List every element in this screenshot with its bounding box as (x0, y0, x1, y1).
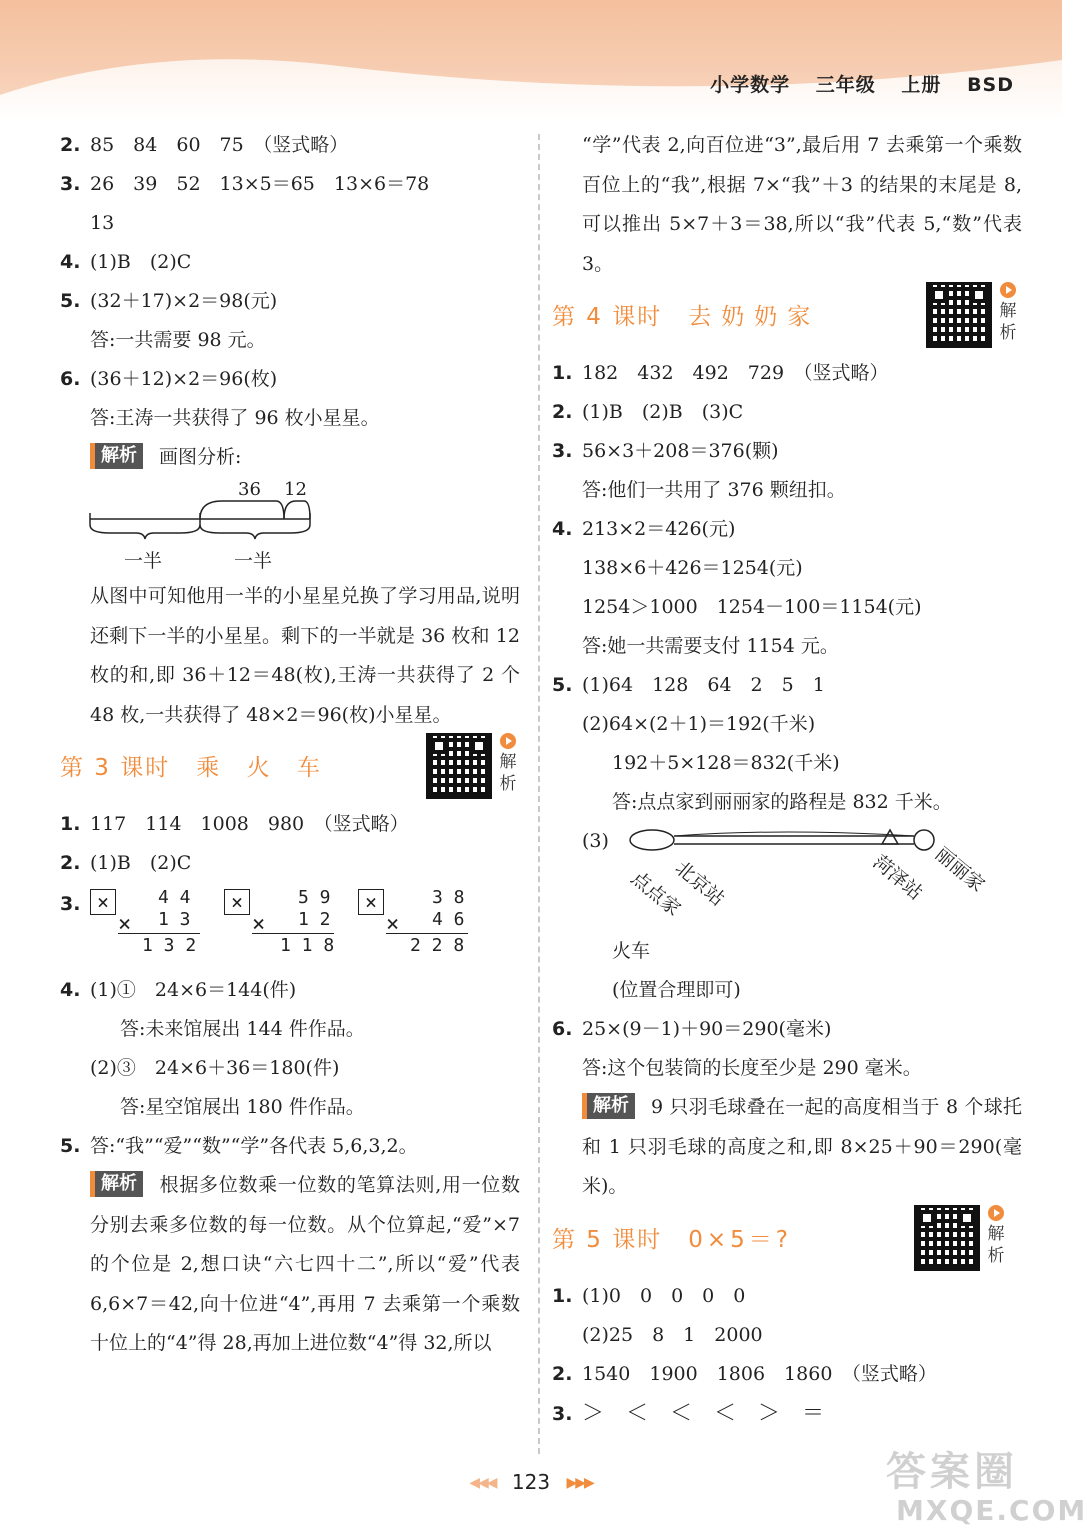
route-d: 丽丽家 (930, 842, 989, 897)
analysis-tag: 解析 (582, 1093, 635, 1119)
lesson-4-answer-3-reply: 答:他们一共用了 376 颗纽扣。 (582, 479, 846, 501)
answer-4: 4. (1)B (2)C (60, 251, 192, 273)
lesson-4-answer-6: 6. 25×(9－1)＋90＝290(毫米) (552, 1018, 832, 1040)
analysis-1-head: 解析 画图分析: (60, 438, 520, 477)
header-grade: 三年级 (815, 74, 876, 96)
lesson-3-answer-3: 3. × 4 4 × 1 3 1 3 2 × 5 9 × 1 2 1 1 8 × 3 8 × 4 6 2 2 8 (60, 885, 520, 971)
answer-6: 6. (36＋12)×2＝96(枚) (60, 368, 278, 390)
wrong-mark-icon: × (90, 889, 116, 915)
header-edition: BSD (967, 74, 1014, 96)
diagram-label-12: 12 (284, 479, 307, 500)
lesson-4-header (552, 288, 1022, 348)
lesson-4-answer-6-reply: 答:这个包装筒的长度至少是 290 毫米。 (582, 1057, 922, 1079)
route-diagram: (3) 点点家 北京站 菏泽站 丽丽家 (552, 822, 1022, 932)
answer-5: 5. (32＋17)×2＝98(元) (60, 290, 278, 312)
lesson-4-answer-4: 4. 213×2＝426(元) (552, 518, 736, 540)
lesson-3-answer-1: 1. 117 114 1008 980 （竖式略） (60, 813, 409, 835)
qr-analysis-label: 解析 (496, 733, 520, 795)
answer-3-cont: 13 (90, 212, 115, 234)
lesson-3-title: 第 3 课时 乘 火 车 (60, 755, 330, 781)
lesson-5-answer-3: 3. ＞ ＜ ＜ ＜ ＞ ＝ (552, 1400, 825, 1426)
lesson-3-analysis: 解析 根据多位数乘一位数的笔算法则,用一位数分别去乘多位数的每一位数。从个位算起,“爱”×7 的个位是 2,想口诀“六七四十二”,所以“爱”代表 6,6×7＝42,向十位进“4”,再用 7 去乘第一个乘数十位上的“4”得 28,再加上进位数“4”得 32,所以 (90, 1173, 520, 1354)
segment-diagram (60, 477, 520, 577)
route-c: 菏泽站 (868, 850, 927, 905)
lesson-4-answer-3: 3. 56×3＋208＝376(颗) (552, 440, 779, 462)
answer-3: 3. 26 39 52 13×5＝65 13×6＝78 (60, 173, 430, 195)
lesson-3-answer-4-reply-2: 答:星空馆展出 180 件作品。 (120, 1096, 365, 1118)
lesson-4-answer-1: 1. 182 432 492 729 （竖式略） (552, 362, 889, 384)
lesson-5-answer-2: 2. 1540 1900 1806 1860 （竖式略） (552, 1362, 937, 1385)
lesson-3-answer-2: 2. (1)B (2)C (60, 852, 192, 874)
play-icon (988, 1205, 1004, 1221)
right-column (552, 126, 1022, 1433)
lesson-3-header (60, 739, 520, 799)
lesson-4-note: (位置合理即可) (612, 979, 741, 1001)
lesson-3-answer-4: 4. (1)① 24×6＝144(件) (60, 979, 297, 1001)
header-wave (0, 0, 1062, 120)
header-volume: 上册 (901, 74, 942, 96)
lesson-4-answer-4-reply: 答:她一共需要支付 1154 元。 (582, 635, 839, 657)
analysis-1-text: 从图中可知他用一半的小星星兑换了学习用品,说明还剩下一半的小星星。剩下的一半就是 36 枚和 12 枚的和,即 36＋12＝48(枚),王涛一共获得了 2 个 48 枚,一共获得了 48×2＝96(枚)小星星。 (90, 585, 520, 726)
answer-6-reply: 答:王涛一共获得了 96 枚小星星。 (90, 407, 380, 429)
lesson-4-answer-2: 2. (1)B (2)B (3)C (552, 401, 744, 423)
lesson-3-answer-5: 5. 答:“我”“爱”“数”“学”各代表 5,6,3,2。 (60, 1135, 418, 1157)
lesson-4-answer-5-reply: 答:点点家到丽丽家的路程是 832 千米。 (612, 791, 952, 813)
route-map (582, 822, 1022, 932)
header-label (692, 70, 1014, 97)
lesson-4-answer-4-line-3: 1254＞1000 1254－100＝1154(元) (582, 596, 922, 618)
page-number: 123 (511, 1470, 551, 1494)
lesson-4-answer-5-part-2: (2)64×(2＋1)＝192(千米) (582, 713, 816, 735)
wrong-mark-icon: × (358, 889, 384, 915)
lesson-4-answer-5-part-2b: 192＋5×128＝832(千米) (612, 752, 840, 774)
lesson-3-answer-4-part-2: (2)③ 24×6＋36＝180(件) (90, 1057, 340, 1079)
qr-analysis-label: 解析 (996, 282, 1020, 344)
calc-3: × 3 8 × 4 6 2 2 8 (358, 885, 488, 965)
route-a: 点点家 (626, 866, 685, 921)
column-divider (538, 134, 540, 1454)
qr-code-icon[interactable] (426, 733, 492, 799)
lesson-4-answer-4-line-2: 138×6＋426＝1254(元) (582, 557, 803, 579)
diagram-half-2: 一半 (234, 550, 273, 572)
qr-code-icon[interactable] (926, 282, 992, 348)
play-icon (1000, 282, 1016, 298)
qr-code-icon[interactable] (914, 1205, 980, 1271)
qr-analysis-label: 解析 (984, 1205, 1008, 1267)
analysis-tag: 解析 (90, 1171, 143, 1197)
calc-1: × 4 4 × 1 3 1 3 2 (90, 885, 220, 965)
prev-arrows-icon: ◀◀◀ (469, 1475, 496, 1491)
answer-5-reply: 答:一共需要 98 元。 (90, 329, 266, 351)
lesson-4-analysis: 解析 9 只羽毛球叠在一起的高度相当于 8 个球托和 1 只羽毛球的高度之和,即 8×25＋90＝290(毫米)。 (582, 1095, 1022, 1197)
route-b: 北京站 (670, 856, 729, 911)
lesson-3-analysis-cont: “学”代表 2,向百位进“3”,最后用 7 去乘第一个乘数百位上的“我”,根据 7×“我”＋3 的结果的末尾是 8,可以推出 5×7＋3＝38,所以“我”代表 5,“数”代表 3。 (582, 134, 1022, 275)
line-diagram (60, 477, 520, 577)
lesson-4-vehicle: 火车 (612, 940, 651, 962)
diagram-half-1: 一半 (124, 550, 163, 572)
header-subject: 小学数学 (710, 74, 791, 96)
lesson-4-answer-5: 5. (1)64 128 64 2 5 1 (552, 674, 825, 696)
lesson-5-answer-1: 1. (1)0 0 0 0 0 (552, 1284, 746, 1307)
lesson-3-answer-4-reply-1: 答:未来馆展出 144 件作品。 (120, 1018, 365, 1040)
wrong-mark-icon: × (224, 889, 250, 915)
lesson-5-header (552, 1211, 1022, 1271)
answer-2: 2. 85 84 60 75 （竖式略） (60, 134, 349, 156)
lesson-5-title: 第 5 课时 0×5＝? (552, 1226, 793, 1253)
calc-2: × 5 9 × 1 2 1 1 8 (224, 885, 354, 965)
left-column (60, 126, 520, 1364)
lesson-5-answer-1-part-2: (2)25 8 1 2000 (582, 1323, 763, 1346)
play-icon (500, 733, 516, 749)
watermark: 答案圈 MXQE.COM (886, 1449, 1087, 1527)
diagram-label-36: 36 (238, 479, 261, 500)
lesson-4-title: 第 4 课时 去奶奶家 (552, 304, 821, 330)
next-arrows-icon: ▶▶▶ (566, 1475, 593, 1491)
analysis-tag: 解析 (90, 443, 143, 469)
